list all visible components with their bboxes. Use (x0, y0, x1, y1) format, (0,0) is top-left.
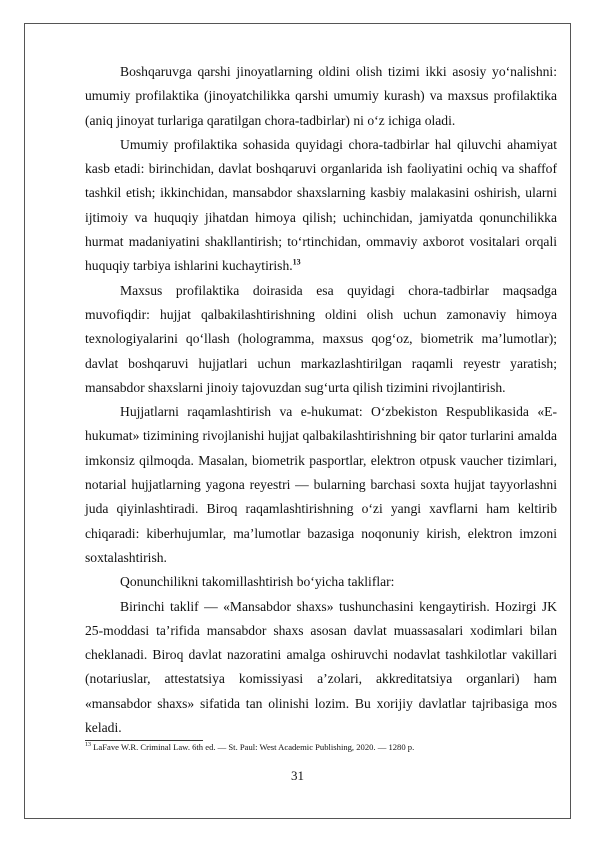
footnote-reference[interactable]: 13 (292, 257, 301, 267)
paragraph-5 (85, 570, 557, 594)
footnote (85, 741, 557, 753)
paragraph-1 (85, 60, 557, 133)
document-body (85, 60, 557, 740)
paragraph-6 (85, 595, 557, 741)
footnote-number: 13 (85, 742, 91, 749)
paragraph-2-text: Umumiy profilaktika sohasida quyidagi chora-tadbirlar hal qiluvchi ahamiyat kasb etadi: birinchidan, davlat boshqaruvi organlarida ish faoliyatini ochiq va shaffof tashkil etish; ikkinchidan, mansabdor shaxslarning kasbiy malakasini oshirish, ularni ijtimoiy va huquqiy jihatdan himoya qilish; uchinchidan, jamiyatda qonunchilikka hurmat madaniyatini shakllantirish; to‘rtinchidan, ommaviy axborot vositalari orqali huquqiy tarbiya ishlarini kuchaytirish. (85, 136, 557, 274)
paragraph-4-text: Hujjatlarni raqamlashtirish va e-hukumat: O‘zbekiston Respublikasida «E-hukumat» tizimining rivojlanishi hujjat qalbakilashtirishning bir qator turlarini amalda imkonsiz qilmoqda. Masalan, biometrik pasportlar, elektron otpusk vaucher tizimlari, notarial hujjatlarning yagona reyestri — bularning barchasi soxta hujjat tayyorlashni juda qiyinlashtiradi. Biroq raqamlashtirishning o‘zi yangi xavflarni ham keltirib chiqaradi: kiberhujumlar, ma’lumotlar bazasiga noqonuniy kirish, elektron imzoni soxtalashtirish. (85, 404, 557, 565)
footnote-text: LaFave W.R. Criminal Law. 6th ed. — St. Paul: West Academic Publishing, 2020. — 1280 p. (93, 742, 415, 752)
page-number: 31 (291, 768, 304, 783)
paragraph-1-text: Boshqaruvga qarshi jinoyatlarning oldini olish tizimi ikki asosiy yo‘nalishni: umumiy profilaktika (jinoyatchilikka qarshi umumiy kurash) va maxsus profilaktika (aniq jinoyat turlariga qaratilgan chora-tadbirlar) ni o‘z ichiga oladi. (85, 64, 557, 128)
paragraph-3 (85, 279, 557, 400)
paragraph-4 (85, 400, 557, 570)
paragraph-6-text: Birinchi taklif — «Mansabdor shaxs» tushunchasini kengaytirish. Hozirgi JK 25-moddasi ta’rifida mansabdor shaxs asosan davlat muassasalari xodimlari bilan cheklanadi. Biroq davlat nazoratini amalga oshiruvchi nodavlat tashkilotlar vakillari (notariuslar, attestatsiya komissiyasi a’zolari, akkreditatsiya organlari) ham «mansabdor shaxs» sifatida tan olinishi lozim. Bu xorijiy davlatlar tajribasiga mos keladi. (85, 598, 557, 736)
paragraph-5-text: Qonunchilikni takomillashtirish bo‘yicha takliflar: (120, 574, 395, 590)
paragraph-3-text: Maxsus profilaktika doirasida esa quyidagi chora-tadbirlar maqsadga muvofiqdir: hujjat qalbakilashtirishning oldini olish uchun zamonaviy himoya texnologiyalarini qo‘llash (hologramma, maxsus qog‘oz, biometrik ma’lumotlar); davlat boshqaruvi hujjatlari uchun markazlashtirilgan raqamli reyestr yaratish; mansabdor shaxslarni jinoiy tajovuzdan sug‘urta qilish tizimini rivojlantirish. (85, 282, 557, 395)
paragraph-2 (85, 133, 557, 279)
